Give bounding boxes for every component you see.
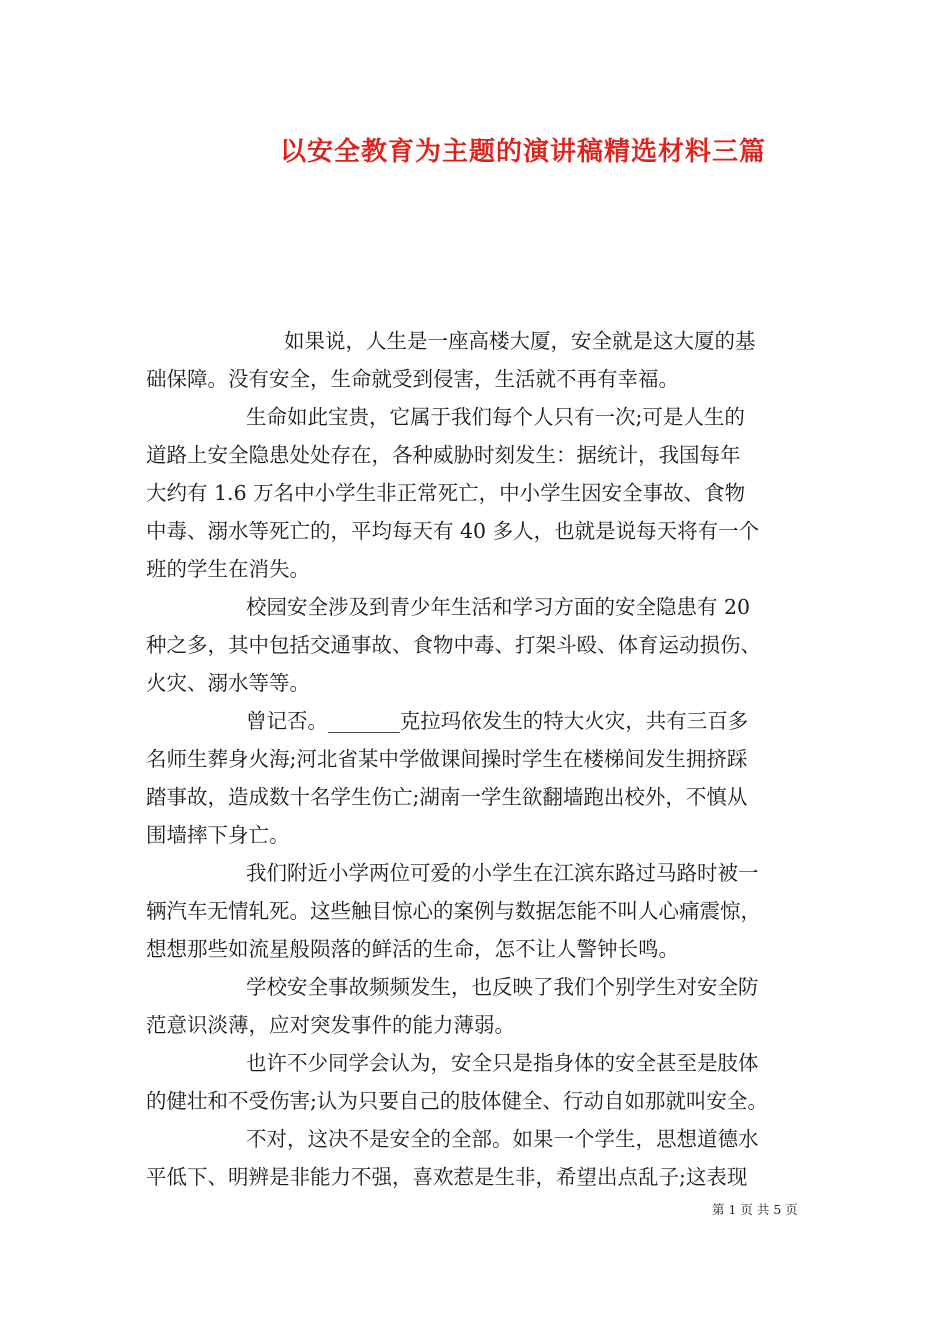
page-footer: 第 1 页 共 5 页	[712, 1202, 798, 1217]
text-line: 也许不少同学会认为，安全只是指身体的安全甚至是肢体	[246, 1051, 759, 1075]
text-line: 围墙摔下身亡。	[146, 823, 290, 847]
text-line: 辆汽车无情轧死。这些触目惊心的案例与数据怎能不叫人心痛震惊，	[146, 899, 761, 923]
text-line: 范意识淡薄，应对突发事件的能力薄弱。	[146, 1013, 515, 1037]
text-line: 火灾、溺水等等。	[146, 671, 310, 695]
text-line: 不对，这决不是安全的全部。如果一个学生，思想道德水	[246, 1127, 759, 1151]
text-line: 想想那些如流星般陨落的鲜活的生命，怎不让人警钟长鸣。	[146, 937, 679, 961]
text-line: 班的学生在消失。	[146, 557, 310, 581]
text-line: 础保障。没有安全，生命就受到侵害，生活就不再有幸福。	[146, 367, 679, 391]
text-line: 中毒、溺水等死亡的，平均每天有 40 多人，也就是说每天将有一个	[146, 519, 760, 543]
text-line: 曾记否。_______克拉玛依发生的特大火灾，共有三百多	[246, 709, 749, 733]
text-line: 我们附近小学两位可爱的小学生在江滨东路过马路时被一	[246, 861, 759, 885]
text-line: 生命如此宝贵，它属于我们每个人只有一次;可是人生的	[246, 405, 745, 429]
text-line: 如果说，人生是一座高楼大厦，安全就是这大厦的基	[284, 329, 756, 353]
text-line: 校园安全涉及到青少年生活和学习方面的安全隐患有 20	[246, 595, 751, 619]
text-line: 道路上安全隐患处处存在，各种威胁时刻发生：据统计，我国每年	[146, 443, 741, 467]
text-line: 的健壮和不受伤害;认为只要自己的肢体健全、行动自如那就叫安全。	[146, 1089, 768, 1113]
text-line: 平低下、明辨是非能力不强，喜欢惹是生非，希望出点乱子;这表现	[146, 1165, 748, 1189]
document-body	[146, 322, 816, 1196]
text-line: 名师生葬身火海;河北省某中学做课间操时学生在楼梯间发生拥挤踩	[146, 747, 748, 771]
text-line: 踏事故，造成数十名学生伤亡;湖南一学生欲翻墙跑出校外，不慎从	[146, 785, 748, 809]
text-line: 大约有 1.6 万名中小学生非正常死亡，中小学生因安全事故、食物	[146, 481, 746, 505]
text-line: 学校安全事故频频发生，也反映了我们个别学生对安全防	[246, 975, 759, 999]
text-line: 种之多，其中包括交通事故、食物中毒、打架斗殴、体育运动损伤、	[146, 633, 761, 657]
page-title: 以安全教育为主题的演讲稿精选材料三篇	[279, 137, 766, 167]
